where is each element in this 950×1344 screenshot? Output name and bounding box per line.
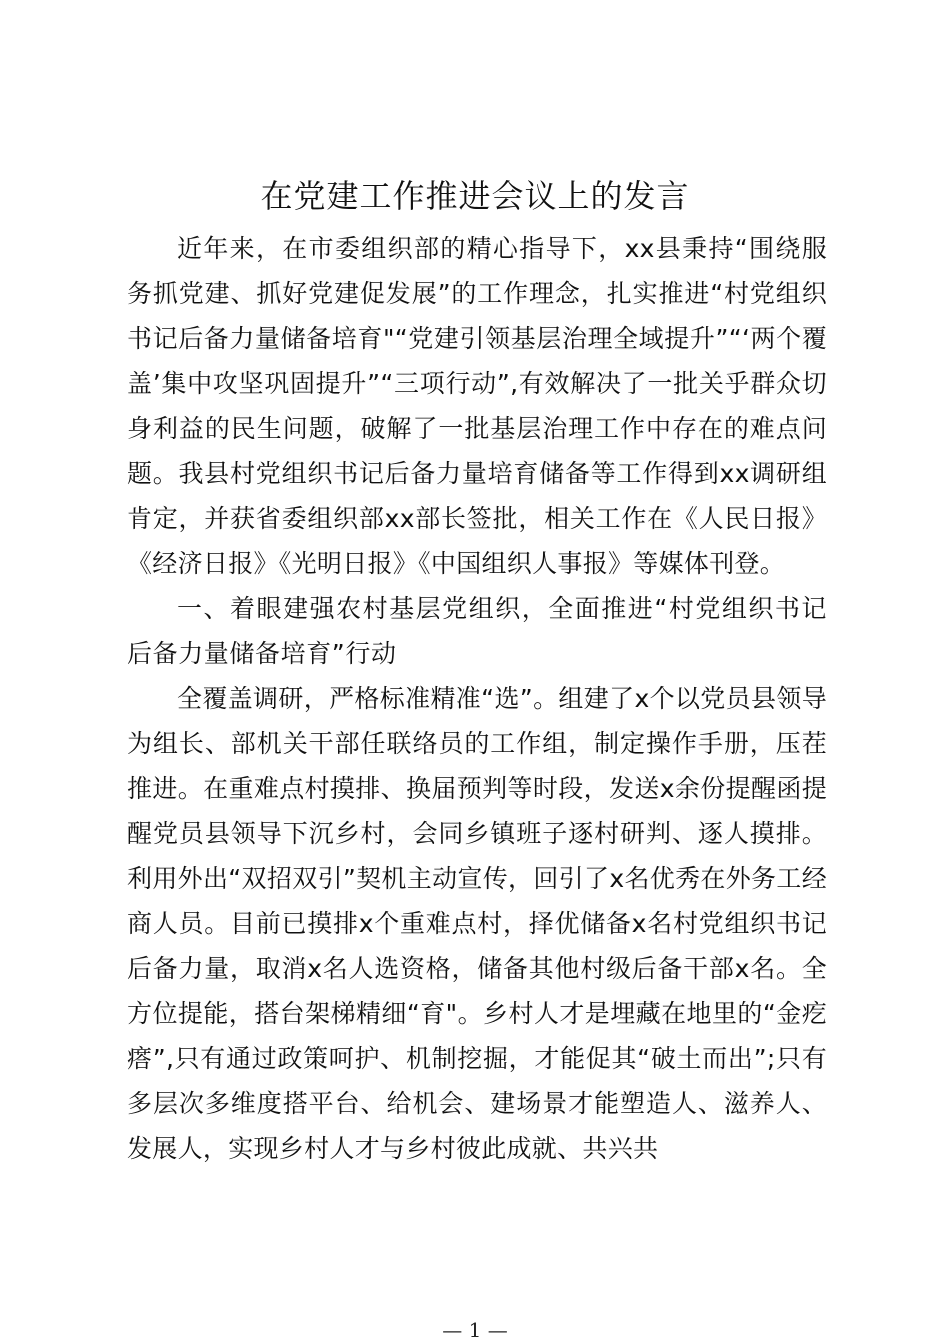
section-paragraph: 全覆盖调研，严格标准精准“选”。组建了x个以党员县领导为组长、部机关干部任联络员的工作组，制定操作手册，压茬推进。在重难点村摸排、换届预判等时段，发送x余份提醒函提醒党员县领导下沉乡村，会同乡镇班子逐村研判、逐人摸排。利用外出“双招双引”契机主动宣传，回引了x名优秀在外务工经商人员。目前已摸排x个重难点村，择优储备x名村党组织书记后备力量，取消x名人选资格，储备其他村级后备干部x名。全方位提能，搭台架梯精细“育"。乡村人才是埋藏在地里的“金疙瘩”,只有通过政策呵护、机制挖掘，才能促其“破土而出”;只有多层次多维度搭平台、给机会、建场景才能塑造人、滋养人、发展人，实现乡村人才与乡村彼此成就、共兴共 xyxy=(127,684,827,1163)
document-body xyxy=(127,226,827,1171)
page-number: — 1 — xyxy=(442,1318,508,1342)
intro-paragraph: 近年来，在市委组织部的精心指导下，xx县秉持“围绕服务抓党建、抓好党建促发展”的工作理念，扎实推进“村党组织书记后备力量储备培育"“党建引领基层治理全域提升”“‘两个覆盖’集中攻坚巩固提升”“三项行动”,有效解决了一批关乎群众切身利益的民生问题，破解了一批基层治理工作中存在的难点问题。我县村党组织书记后备力量培育储备等工作得到xx调研组肯定，并获省委组织部xx部长签批，相关工作在《人民日报》《经济日报》《光明日报》《中国组织人事报》等媒体刊登。 xyxy=(127,234,827,578)
section-heading: 一、着眼建强农村基层党组织，全面推进“村党组织书记后备力量储备培育”行动 xyxy=(127,594,827,668)
document-title: 在党建工作推进会议上的发言 xyxy=(260,177,690,215)
